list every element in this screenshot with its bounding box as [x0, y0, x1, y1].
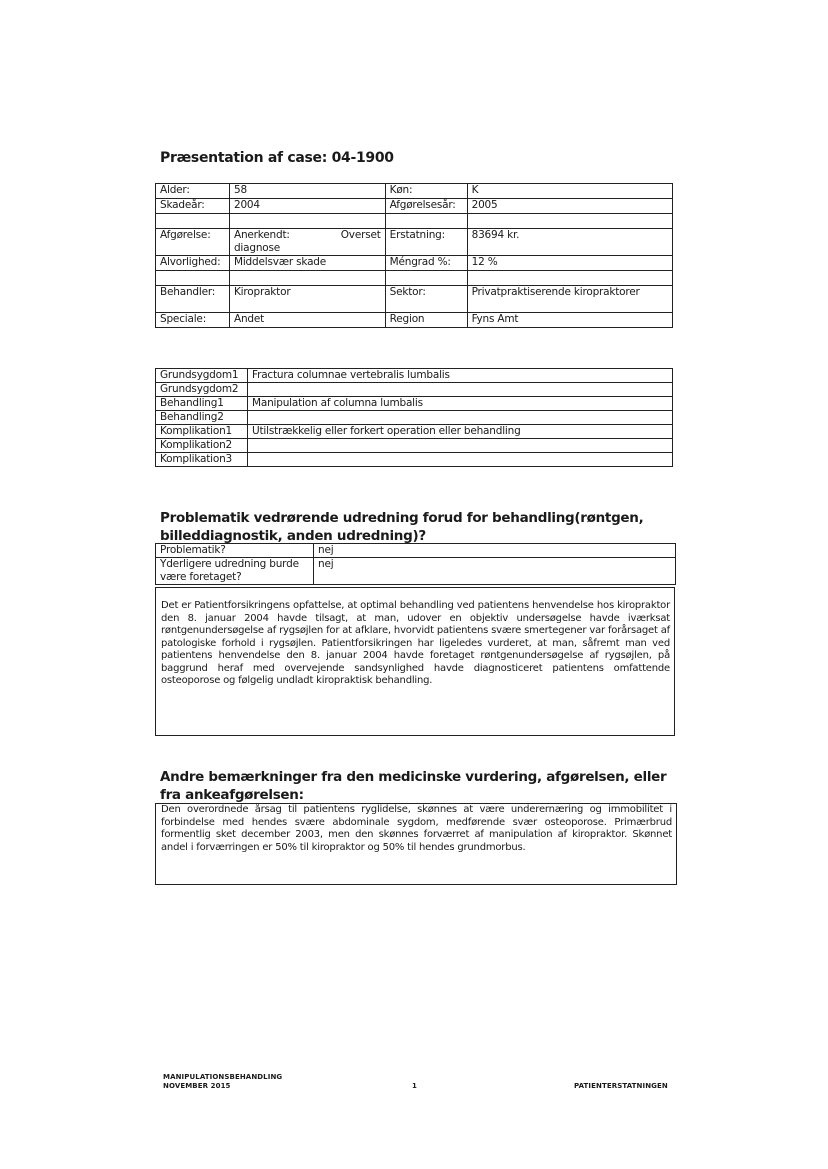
- code-label: Grundsygdom2: [156, 383, 248, 397]
- practitioner-value: Kiropraktor: [229, 286, 385, 313]
- decision-line2: diagnose: [233, 242, 281, 254]
- table-row: [156, 313, 673, 328]
- decision-value: [229, 229, 385, 256]
- table-row: [156, 286, 673, 313]
- table-row: [156, 411, 673, 425]
- code-value: [248, 439, 673, 453]
- table-row: [156, 271, 673, 286]
- disability-label: Méngrad %:: [385, 256, 467, 271]
- table-row: [156, 214, 673, 229]
- severity-label: Alvorlighed:: [156, 256, 230, 271]
- compensation-label: Erstatning:: [385, 229, 467, 256]
- code-label: Komplikation1: [156, 425, 248, 439]
- table-row: [156, 425, 673, 439]
- code-label: Behandling2: [156, 411, 248, 425]
- table-row: [156, 397, 673, 411]
- footer-date: NOVEMBER 2015: [163, 1082, 231, 1090]
- compensation-value: 83694 kr.: [467, 229, 672, 256]
- table-row: [156, 383, 673, 397]
- sex-value: K: [467, 184, 672, 199]
- problem-assessment-text: Det er Patientforsikringens opfattelse, at optimal behandling ved patientens henvendelse hos kiropraktor den 8. januar 2004 havde tilsagt, at man, udover en objektiv undersøgelse havde iværksat røntgenundersøgelse af rygsøjlen for at afklare, hvorvidt patientens svære smertegener var forårsaget af patologiske forhold i rygsøjlen. Patientforsikringen har ligeledes vurderet, at man, såfremt man ved patientens henvendelse den 8. januar 2004 havde foretaget røntgenundersøgelse af rygsøjlen, på baggrund heraf med overvejende sandsynlighed havde diagnosticeret patientens omfattende osteoporose og følgelig undladt kiropraktisk behandling.: [155, 587, 675, 736]
- code-value: [248, 411, 673, 425]
- further-investigation-value: nej: [314, 558, 676, 585]
- table-row: [156, 184, 673, 199]
- code-value: Fractura columnae vertebralis lumbalis: [248, 369, 673, 383]
- code-label: Behandling1: [156, 397, 248, 411]
- code-value: Utilstrækkelig eller forkert operation eller behandling: [248, 425, 673, 439]
- decision-year-label: Afgørelsesår:: [385, 199, 467, 214]
- problem-table: [155, 543, 676, 585]
- practitioner-label: Behandler:: [156, 286, 230, 313]
- region-value: Fyns Amt: [467, 313, 672, 328]
- footer-document-info: [163, 1073, 282, 1091]
- table-row: [156, 199, 673, 214]
- disability-value: 12 %: [467, 256, 672, 271]
- remarks-text: Den overordnede årsag til patientens ryglidelse, skønnes at være underernæring og immobilitet i forbindelse med hendes svære abdominale sygdom, medførende svær osteoporose. Primærbrud formentlig sket december 2003, men den skønnes forværret af manipulation af kiropraktor. Skønnet andel i forværringen er 50% til kiropraktor og 50% til hendes grundmorbus.: [155, 803, 677, 885]
- further-investigation-label: Yderligere udredning burde være foretaget?: [156, 558, 314, 585]
- table-row: [156, 369, 673, 383]
- decision-year-value: 2005: [467, 199, 672, 214]
- table-row: [156, 229, 673, 256]
- specialty-label: Speciale:: [156, 313, 230, 328]
- code-value: [248, 453, 673, 467]
- injury-year-label: Skadeår:: [156, 199, 230, 214]
- problem-value: nej: [314, 544, 676, 558]
- table-row: [156, 544, 676, 558]
- region-label: Region: [385, 313, 467, 328]
- remarks-heading: Andre bemærkninger fra den medicinske vurdering, afgørelsen, eller fra ankeafgørelsen:: [160, 769, 667, 803]
- footer-organization: PATIENTERSTATNINGEN: [574, 1082, 668, 1090]
- footer-doc-name: MANIPULATIONSBEHANDLING: [163, 1073, 283, 1081]
- sector-value: Privatpraktiserende kiropraktorer: [467, 286, 672, 313]
- code-value: [248, 383, 673, 397]
- table-row: [156, 439, 673, 453]
- table-row: [156, 256, 673, 271]
- problem-heading: Problematik vedrørende udredning forud for behandling(røntgen, billeddiagnostik, anden udredning)?: [160, 510, 644, 544]
- diagnosis-codes-table: [155, 368, 673, 467]
- code-label: Komplikation2: [156, 439, 248, 453]
- injury-year-value: 2004: [229, 199, 385, 214]
- page-number: 1: [412, 1082, 417, 1090]
- code-label: Grundsygdom1: [156, 369, 248, 383]
- decision-left: Anerkendt:: [233, 229, 290, 241]
- decision-label: Afgørelse:: [156, 229, 230, 256]
- problem-label: Problematik?: [156, 544, 314, 558]
- decision-right: Overset: [340, 229, 381, 241]
- page-title: Præsentation af case: 04-1900: [160, 150, 394, 166]
- specialty-value: Andet: [229, 313, 385, 328]
- table-row: [156, 558, 676, 585]
- code-label: Komplikation3: [156, 453, 248, 467]
- severity-value: Middelsvær skade: [229, 256, 385, 271]
- sex-label: Køn:: [385, 184, 467, 199]
- sector-label: Sektor:: [385, 286, 467, 313]
- table-row: [156, 453, 673, 467]
- age-label: Alder:: [156, 184, 230, 199]
- age-value: 58: [229, 184, 385, 199]
- case-info-table: [155, 183, 673, 328]
- code-value: Manipulation af columna lumbalis: [248, 397, 673, 411]
